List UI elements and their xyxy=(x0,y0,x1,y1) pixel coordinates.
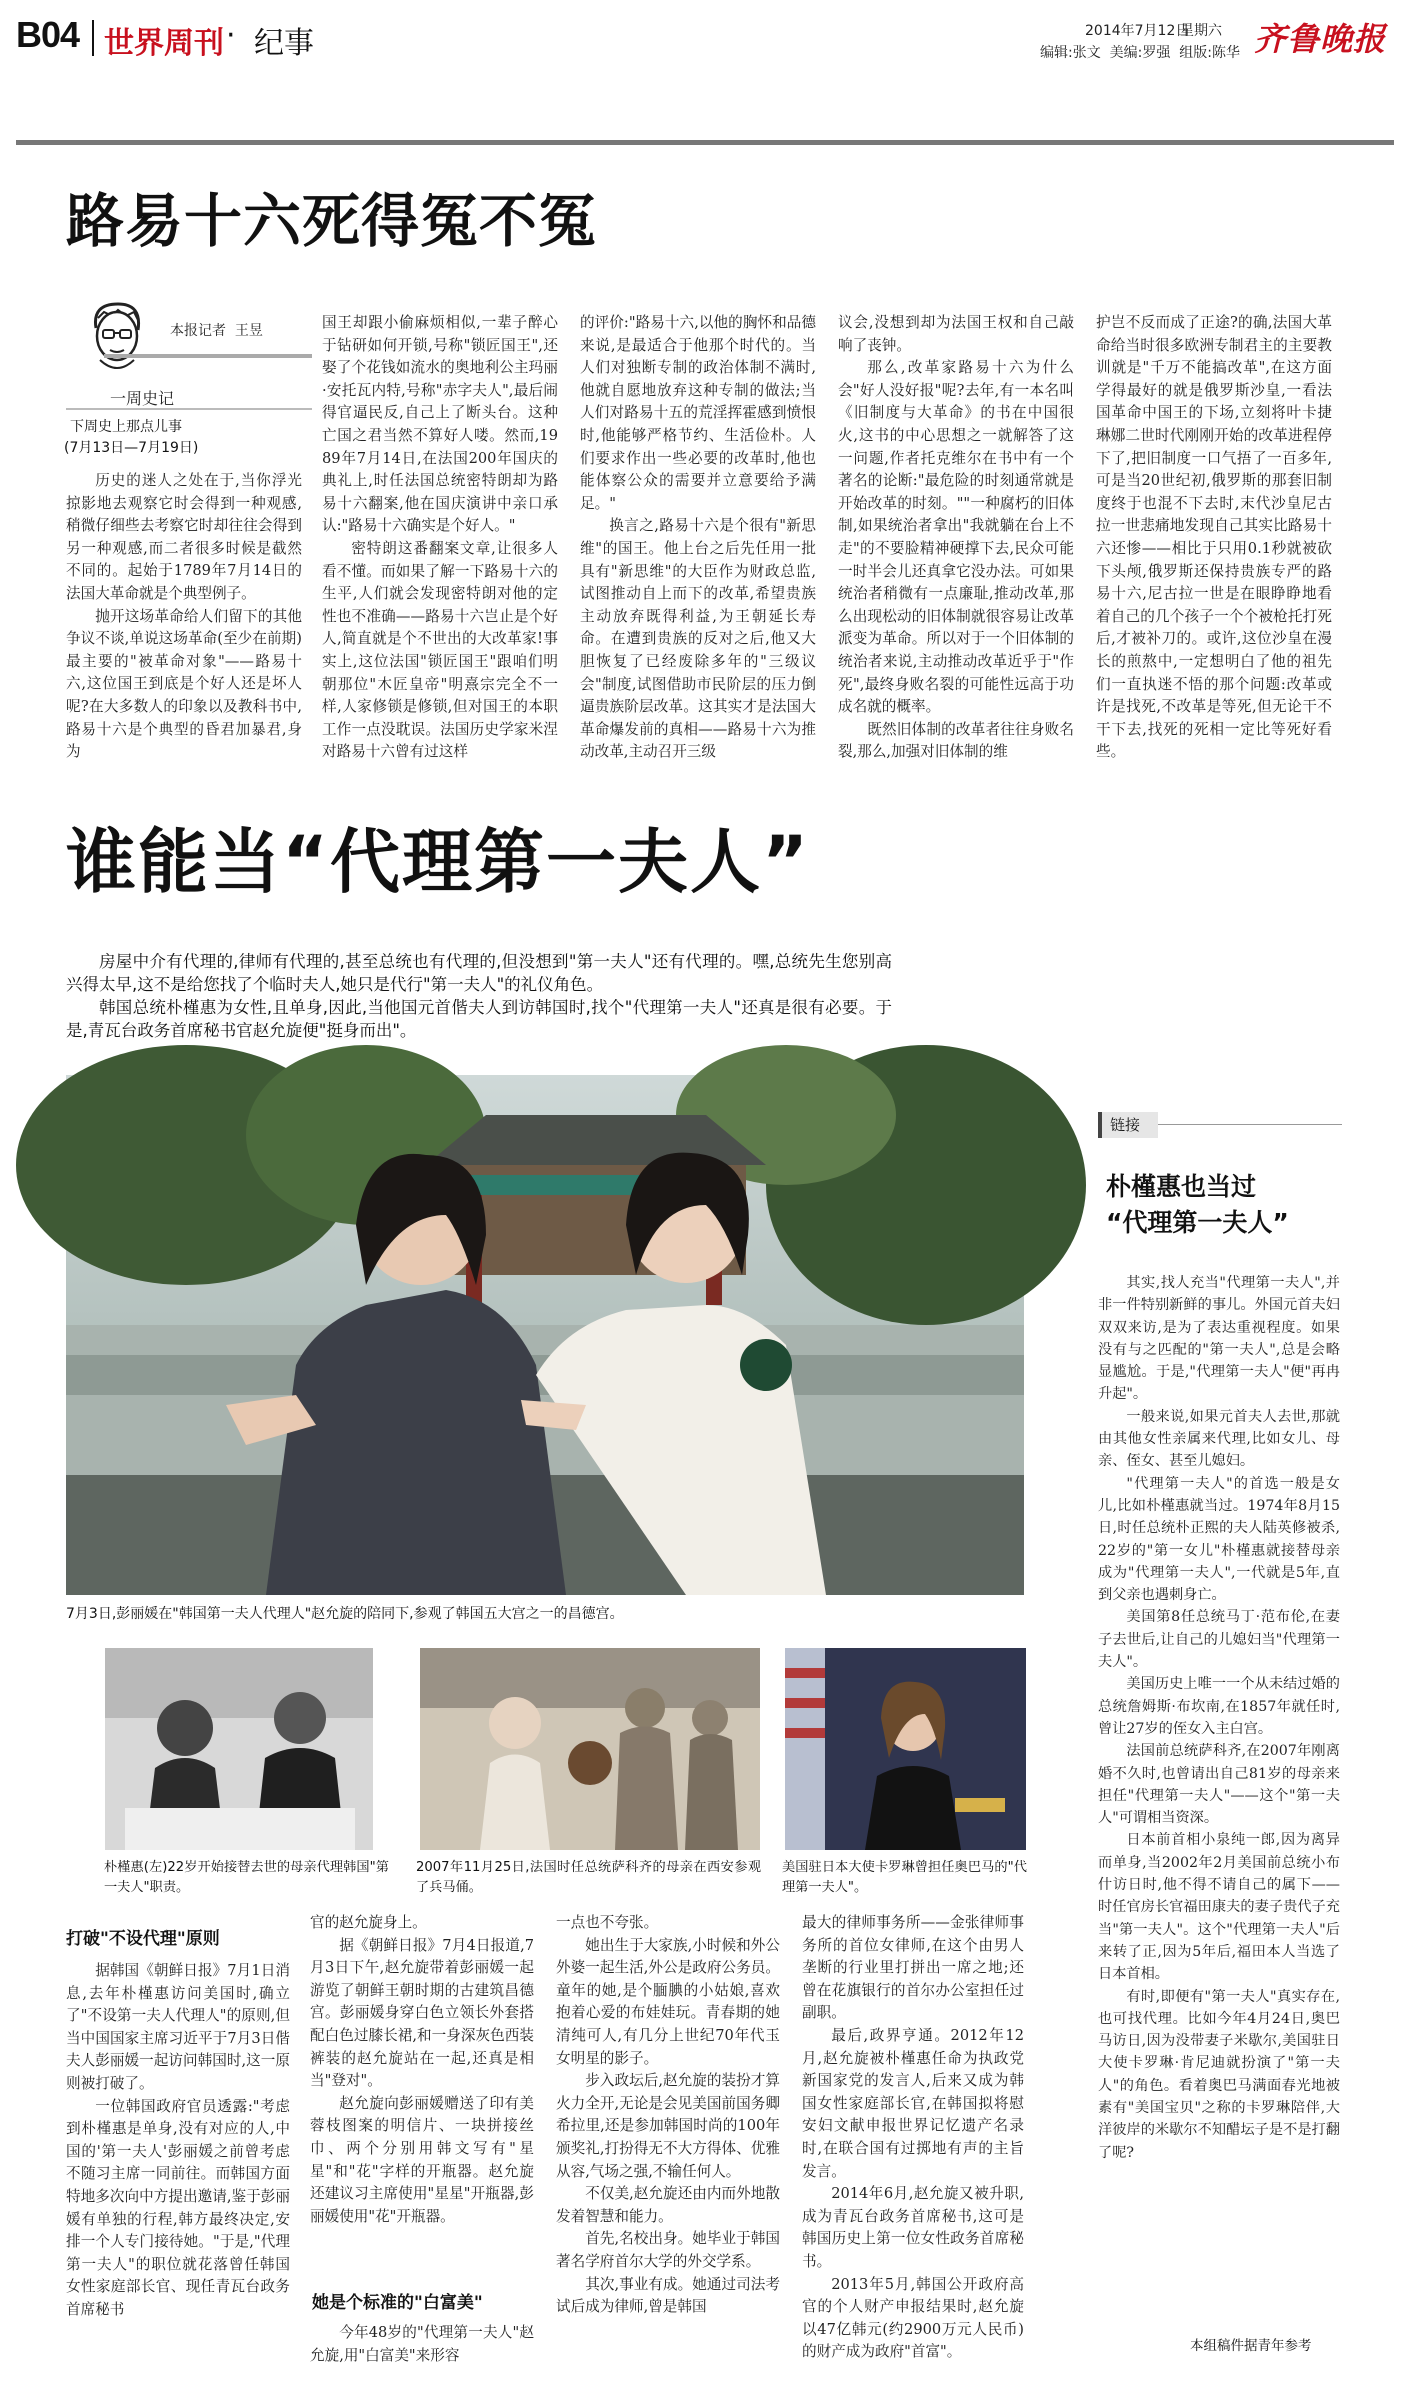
column-name: 一周史记 xyxy=(110,389,175,408)
main-photo-illustration xyxy=(66,1075,1024,1595)
subhead-bai-fu-mei: 她是个标准的"白富美" xyxy=(312,2293,483,2313)
paragraph: 其次,事业有成。她通过司法考试后成为律师,曾是韩国 xyxy=(556,2275,780,2316)
photo-2-illustration xyxy=(420,1648,760,1850)
paragraph: 最大的律师事务所——金张律师事务所的首位女律师,在这个由男人垄断的行业里打拼出一席之地;还曾在花旗银行的首尔办公室担任过副职。 xyxy=(802,1914,1024,2022)
header-divider xyxy=(92,20,94,56)
sidebar-body xyxy=(1098,1272,1340,2332)
article2-column-2 xyxy=(310,1912,534,2225)
paragraph: 抛开这场革命给人们留下的其他争议不谈,单说这场革命(至少在前期)最主要的"被革命对象"——路易十六,这位国王到底是个好人还是坏人呢?在大多数人的印象以及教科书中,路易十六是个典型的昏君加暴君,身为 xyxy=(66,607,302,761)
paragraph: 那么,改革家路易十六为什么会"好人没好报"呢?去年,有一本名叫《旧制度与大革命》的书在中国很火,这书的中心思想之一就解答了这一问题,作者托克维尔在书中有一个著名的论断:"最危险的时刻通常就是开始改革的时刻。""一种腐朽的旧体制,如果统治者拿出"我就躺在台上不走"的不要脸精神硬撑下去,民众可能一时半会儿还真拿它没办法。可如果统治者稍微有一点廉耻,推动改革,那么出现松动的旧体制就很容易让改革派变为革命。所以对于一个旧体制的统治者来说,主动推动改革近乎于"作死",最终身败名裂的可能性远高于功成名就的概率。 xyxy=(838,359,1074,716)
photo-3-illustration xyxy=(785,1648,1026,1850)
issue-date: 2014年7月12日 xyxy=(1085,23,1190,39)
paragraph: 最后,政界亨通。2012年12月,赵允旋被朴槿惠任命为执政党新国家党的发言人,后来又成为韩国女性家庭部长官,在韩国拟将慰安妇文献申报世界记忆遗产名录时,在联合国有过掷地有声的主旨发言。 xyxy=(802,2026,1024,2180)
paragraph: 美国第8任总统马丁·范布伦,在妻子去世后,让自己的儿媳妇当"代理第一夫人"。 xyxy=(1098,1609,1340,1671)
subsection-name: 纪事 xyxy=(254,26,314,61)
paragraph: 有时,即便有"第一夫人"真实存在,也可找代理。比如今年4月24日,奥巴马访日,因为没带妻子米歇尔,美国驻日大使卡罗琳·肯尼迪就扮演了"第一夫人"的角色。看着奥巴马满面春光地被素有"美国宝贝"之称的卡罗琳陪伴,大洋彼岸的米歇尔不知醋坛子是不是打翻了呢? xyxy=(1098,1988,1340,2161)
article1-column-1 xyxy=(66,470,302,790)
paragraph: 的评价:"路易十六,以他的胸怀和品德来说,是最适合于他那个时代的。当人们对独断专制的政治体制不满时,他就自愿地放弃这种专制的做法;当人们对路易十五的荒淫挥霍感到愤恨时,他能够严格节约、生活俭朴。人们要求作出一些必要的改革时,他也能体察公众的需要并立意要给予满足。" xyxy=(580,314,816,512)
section-name: 世界周刊 xyxy=(104,26,224,61)
header-rule xyxy=(16,140,1394,145)
article1-headline: 路易十六死得冤不冤 xyxy=(66,187,598,255)
paragraph: 一般来说,如果元首夫人去世,那就由其他女性亲属来代理,比如女儿、母亲、侄女、甚至儿媳妇。 xyxy=(1098,1408,1340,1470)
lead-paragraph: 房屋中介有代理的,律师有代理的,甚至总统也有代理的,但没想到"第一夫人"还有代理的。嘿,总统先生您别高兴得太早,这不是给您找了个临时夫人,她只是代行"第一夫人"的礼仪角色。 xyxy=(66,952,892,994)
article2-lead xyxy=(66,950,892,1042)
paragraph: 今年48岁的"代理第一夫人"赵允旋,用"白富美"来形容 xyxy=(310,2324,534,2364)
newspaper-logo: 齐鲁晚报 xyxy=(1254,20,1387,58)
sidebar-title-2: “代理第一夫人” xyxy=(1106,1208,1289,1237)
article1-column-3 xyxy=(580,312,816,790)
article1-column-4 xyxy=(838,312,1074,790)
paragraph: 密特朗这番翻案文章,让很多人看不懂。而如果了解一下路易十六的生平,人们就会发现密特朗对他的定性也不准确——路易十六岂止是个好人,简直就是个不世出的大改革家!事实上,这位法国"锁匠国王"跟咱们明朝那位"木匠皇帝"明熹宗完全不一样,人家修锁是修锁,但对国王的本职工作一点没耽误。法国历史学家米涅对路易十六曾有过这样 xyxy=(322,539,558,761)
article1-column-5 xyxy=(1096,312,1332,790)
sidebar-tag-label: 链接 xyxy=(1110,1116,1141,1134)
article2-column-4 xyxy=(802,1912,1024,2370)
paragraph: 官的赵允旋身上。 xyxy=(310,1914,427,1931)
sidebar-source: 本组稿件据青年参考 xyxy=(1190,2338,1312,2354)
paragraph: 日本前首相小泉纯一郎,因为离异而单身,当2002年2月美国前总统小布什访日时,他不得不请自己的属下——时任官房长官福田康夫的妻子贵代子充当"第一夫人"。这个"代理第一夫人"后来转了正,因为5年后,福田本人当选了日本首相。 xyxy=(1098,1832,1340,1983)
article2-column-3 xyxy=(556,1912,780,2370)
paragraph: 美国历史上唯一一个从未结过婚的总统詹姆斯·布坎南,在1857年就任时,曾让27岁的侄女入主白宫。 xyxy=(1098,1676,1340,1737)
section-dot: · xyxy=(226,18,236,53)
paragraph: 议会,没想到却为法国王权和自己敲响了丧钟。 xyxy=(838,314,1074,354)
paragraph: 其实,找人充当"代理第一夫人",并非一件特别新鲜的事儿。外国元首夫妇双双来访,是为了表达重视程度。如果没有与之匹配的"第一夫人",总是会略显尴尬。于是,"代理第一夫人"便"再冉升起"。 xyxy=(1098,1275,1340,1403)
paragraph: 据韩国《朝鲜日报》7月1日消息,去年朴槿惠访问美国时,确立了"不设第一夫人代理人"的原则,但当中国国家主席习近平于7月3日偕夫人彭丽媛一起访问韩国时,这一原则被打破了。 xyxy=(66,1962,290,2092)
column-tagline: 下周史上那点儿事 xyxy=(70,419,182,435)
article2-headline: 谁能当“代理第一夫人” xyxy=(66,821,811,903)
article2-column-1 xyxy=(66,1960,290,2370)
article1-byline: 本报记者 王昱 xyxy=(170,323,263,339)
photo-caroline-kennedy xyxy=(785,1648,1026,1850)
paragraph: 护岂不反而成了正途?的确,法国大革命给当时很多欧洲专制君主的主要教训就是"千万不能搞改革",在这方面学得最好的就是俄罗斯沙皇,一看法国革命中国王的下场,立刻将叶卡捷琳娜二世时代刚刚开始的改革进程停下了,把旧制度一口气捂了一百多年,可是当20世纪初,俄罗斯的那套旧制度终于也混不下去时,末代沙皇尼古拉一世悲痛地发现自己其实比路易十六还惨——相比于只用0.1秒就被砍下头颅,俄罗斯还保持贵族专严的路易十六,尼古拉一世是在眼睁睁地看着自己的几个孩子一个个被枪托打死后,才被补刀的。或许,这位沙皇在漫长的煎熬中,一定想明白了他的祖先们一直执迷不悟的那个问题:改革或许是找死,不改革是等死,但无论干不干下去,找死的死相一定比等死好看些。 xyxy=(1096,314,1332,761)
paragraph: 换言之,路易十六是个很有"新思维"的国王。他上台之后先任用一批具有"新思维"的大臣作为财政总监,试图推动自上而下的改革,希望贵族主动放弃既得利益,为王朝延长寿命。在遭到贵族的反对之后,他又大胆恢复了已经废除多年的"三级议会"制度,试图借助市民阶层的压力倒逼贵族阶层改革。这其实才是法国大革命爆发前的真相——路易十六为推动改革,主动召开三级 xyxy=(580,517,816,761)
paragraph: "代理第一夫人"的首选一般是女儿,比如朴槿惠就当过。1974年8月15日,时任总统朴正熙的夫人陆英修被杀,22岁的"第一女儿"朴槿惠就接替母亲成为"代理第一夫人",一代就是5年,直到父亲也遇刺身亡。 xyxy=(1098,1475,1340,1604)
paragraph: 一点也不夸张。 xyxy=(556,1914,659,1931)
main-photo-caption: 7月3日,彭丽媛在"韩国第一夫人代理人"赵允旋的陪同下,参观了韩国五大宫之一的昌德宫。 xyxy=(66,1606,624,1622)
paragraph: 一位韩国政府官员透露:"考虑到朴槿惠是单身,没有对应的人,中国的'第一夫人'彭丽媛之前曾考虑不随习主席一同前往。而韩国方面特地多次向中方提出邀请,鉴于彭丽媛有单独的行程,韩方最终决定,安排一个人专门接待她。"于是,"代理第一夫人"的职位就花落曾任韩国女性家庭部长官、现任青瓦台政务首席秘书 xyxy=(66,2097,290,2318)
photo-1-illustration xyxy=(105,1648,373,1850)
author-portrait-sketch xyxy=(82,298,152,376)
sidebar-title-1: 朴槿惠也当过 xyxy=(1106,1172,1257,1201)
page-number: B04 xyxy=(16,14,80,55)
photo-2-caption: 2007年11月25日,法国时任总统萨科齐的母亲在西安参观了兵马俑。 xyxy=(416,1860,761,1895)
column-underline xyxy=(104,354,312,358)
photo-park-geun-hye xyxy=(105,1648,373,1850)
sidebar-tag-rule xyxy=(1158,1124,1342,1125)
main-photo xyxy=(66,1075,1024,1595)
subhead-break-principle: 打破"不设代理"原则 xyxy=(66,1929,220,1949)
paragraph: 国王却跟小偷麻烦相似,一辈子醉心于钻研如何开锁,号称"锁匠国王",还娶了个花钱如流水的奥地利公主玛丽·安托瓦内特,号称"赤字夫人",最后闹得官逼民反,自己上了断头台。这种亡国之君当然不算好人喽。然而,1989年7月14日,在法国200年国庆的典礼上,时任法国总统密特朗却为路易十六翻案,他在国庆演讲中亲口承认:"路易十六确实是个好人。" xyxy=(322,314,558,535)
paragraph: 首先,名校出身。她毕业于韩国著名学府首尔大学的外交学系。 xyxy=(556,2230,780,2270)
article2-column-2-tail xyxy=(310,2322,534,2370)
column-dates: (7月13日—7月19日) xyxy=(64,440,199,456)
paragraph: 2013年5月,韩国公开政府高官的个人财产申报结果时,赵允旋以47亿韩元(约2900万元人民币)的财产成为政府"首富"。 xyxy=(802,2275,1024,2361)
photo-sarkozy-mother xyxy=(420,1648,760,1850)
issue-weekday: 星期六 xyxy=(1180,23,1222,39)
paragraph: 法国前总统萨科齐,在2007年刚离婚不久时,也曾请出自己81岁的母亲来担任"代理第一夫人"——这个"第一夫人"可谓相当资深。 xyxy=(1098,1743,1340,1827)
article1-column-2 xyxy=(322,312,558,790)
page-header xyxy=(0,0,1409,80)
paragraph: 历史的迷人之处在于,当你浮光掠影地去观察它时会得到一种观感,稍微仔细些去考察它时却往往会得到另一种观感,而二者很多时候是截然不同的。起始于1789年7月14日的法国大革命就是个典型例子。 xyxy=(66,472,302,602)
paragraph: 既然旧体制的改革者往往身败名裂,那么,加强对旧体制的维 xyxy=(838,720,1074,761)
paragraph: 赵允旋向彭丽媛赠送了印有美蓉枝图案的明信片、一块拼接丝巾、两个分别用韩文写有"星星"和"花"字样的开瓶器。赵允旋还建议习主席使用"星星"开瓶器,彭丽媛使用"花"开瓶器。 xyxy=(310,2094,534,2225)
editor-credits: 编辑:张文 美编:罗强 组版:陈华 xyxy=(1040,45,1240,61)
photo-3-caption: 美国驻日本大使卡罗琳曾担任奥巴马的"代理第一夫人"。 xyxy=(782,1860,1027,1895)
paragraph: 步入政坛后,赵允旋的装扮才算火力全开,无论是会见美国前国务卿希拉里,还是参加韩国时尚的100年颁奖礼,打扮得无不大方得体、优雅从容,气场之强,不输任何人。 xyxy=(556,2072,780,2180)
lead-paragraph: 韩国总统朴槿惠为女性,且单身,因此,当他国元首偕夫人到访韩国时,找个"代理第一夫人"还真是很有必要。于是,青瓦台政务首席秘书官赵允旋便"挺身而出"。 xyxy=(66,998,892,1040)
paragraph: 不仅美,赵允旋还由内而外地散发着智慧和能力。 xyxy=(556,2185,780,2225)
column-base xyxy=(66,408,312,410)
paragraph: 2014年6月,赵允旋又被升职,成为青瓦台政务首席秘书,这可是韩国历史上第一位女性政务首席秘书。 xyxy=(802,2185,1024,2270)
paragraph: 据《朝鲜日报》7月4日报道,7月3日下午,赵允旋带着彭丽媛一起游览了朝鲜王朝时期的古建筑昌德宫。彭丽媛身穿白色立领长外套搭配白色过膝长裙,和一身深灰色西装裤装的赵允旋站在一起,还真是相当"登对"。 xyxy=(310,1936,534,2090)
sidebar xyxy=(1098,1108,1342,2370)
paragraph: 她出生于大家族,小时候和外公外婆一起生活,外公是政府公务员。童年的她,是个腼腆的小姑娘,喜欢抱着心爱的布娃娃玩。青春期的她清纯可人,有几分上世纪70年代玉女明星的影子。 xyxy=(556,1936,780,2067)
photo-1-caption: 朴槿惠(左)22岁开始接替去世的母亲代理韩国"第一夫人"职责。 xyxy=(104,1860,389,1895)
